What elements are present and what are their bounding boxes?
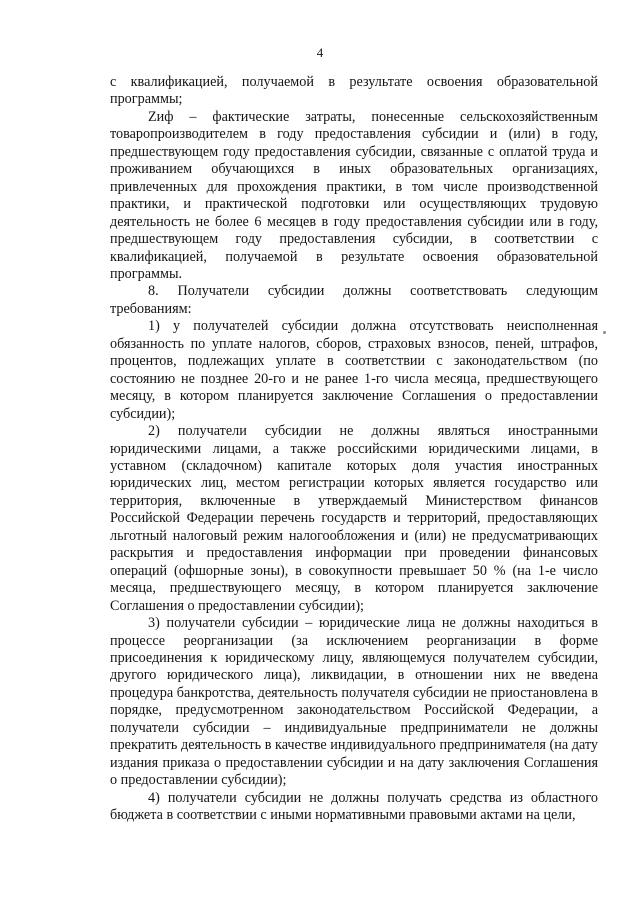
paragraph-continuation: с квалификацией, получаемой в результате освоения образовательной программы; bbox=[110, 74, 598, 108]
document-body bbox=[110, 74, 598, 824]
paragraph-requirement-3: 3) получатели субсидии – юридические лица не должны находиться в процессе реорганизации (за исключением реорганизации в форме присоединения к юридическому лицу, являющемуся получателем субсидии, другого юридического лица), ликвидации, в отношении них не введена процедура банкротства, деятельность получателя субсидии не приостановлена в порядке, предусмотренном законодательством Российской Федерации, а получатели субсидии – индивидуальные предприниматели не должны прекратить деятельность в качестве индивидуального предпринимателя (на дату издания приказа о предоставлении субсидии и на дату заключения Соглашения о предоставлении субсидии); bbox=[110, 615, 598, 789]
paragraph-zif-definition: Zиф – фактические затраты, понесенные сельскохозяйственным товаропроизводителем в году предоставления субсидии и (или) в году, предшествующем году предоставления субсидии, связанные с оплатой труда и проживанием обучающихся в иных образовательных организациях, привлеченных для прохождения практики, в том числе производственной практики, и практической подготовки или осуществляющих трудовую деятельность не более 6 месяцев в году предоставления субсидии или в году, предшествующем году предоставления субсидии, в соответствии с квалификацией, получаемой в результате освоения образовательной программы. bbox=[110, 108, 598, 282]
scan-speck bbox=[603, 331, 606, 334]
paragraph-requirement-1: 1) у получателей субсидии должна отсутствовать неисполненная обязанность по уплате налогов, сборов, страховых взносов, пеней, штрафов, процентов, подлежащих уплате в соответствии с законодательством (по состоянию не позднее 20-го и не ранее 1-го числа месяца, предшествующего месяцу, в котором планируется заключение Соглашения о предоставлении субсидии); bbox=[110, 318, 598, 422]
page-number: 4 bbox=[316, 45, 324, 60]
paragraph-requirement-4: 4) получатели субсидии не должны получать средства из областного бюджета в соответствии с иными нормативными правовыми актами на цели, bbox=[110, 789, 598, 824]
paragraph-requirement-2: 2) получатели субсидии не должны являться иностранными юридическими лицами, а также российскими юридическими лицами, в уставном (складочном) капитале которых доля участия иностранных юридических лиц, местом регистрации которых является государство или территория, включенные в утверждаемый Министерством финансов Российской Федерации перечень государств и территорий, предоставляющих льготный налоговый режим налогообложения и (или) не предусматривающих раскрытия и предоставления информации при проведении финансовых операций (офшорные зоны), в совокупности превышает 50 % (на 1-е число месяца, предшествующего месяцу, в котором планируется заключение Соглашения о предоставлении субсидии); bbox=[110, 423, 598, 614]
paragraph-clause-8: 8. Получатели субсидии должны соответствовать следующим требованиям: bbox=[110, 283, 598, 317]
